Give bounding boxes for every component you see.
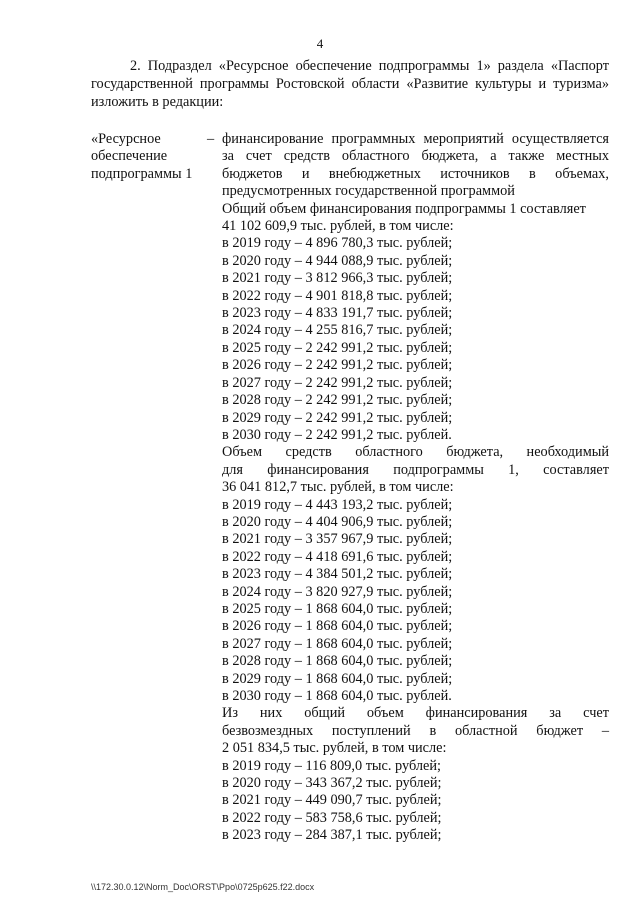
year-amount-line: в 2023 году – 4 384 501,2 тыс. рублей; [222, 566, 453, 583]
regional-budget-list [222, 497, 609, 706]
gratuitous-receipts-list [222, 758, 609, 845]
total-funding-list [222, 235, 609, 444]
year-amount-line: в 2021 году – 449 090,7 тыс. рублей; [222, 792, 442, 809]
year-amount-line: в 2022 году – 4 901 818,8 тыс. рублей; [222, 287, 453, 304]
year-amount-line: в 2022 году – 4 418 691,6 тыс. рублей; [222, 548, 453, 565]
year-amount-line: в 2026 году – 2 242 991,2 тыс. рублей; [222, 357, 453, 374]
year-amount-line: в 2026 году – 1 868 604,0 тыс. рублей; [222, 618, 453, 635]
year-amount-line: в 2024 году – 4 255 816,7 тыс. рублей; [222, 322, 453, 339]
page-number: 4 [316, 36, 324, 51]
gratuitous-receipts-intro-line: безвозмездных поступлений в областной бюджет – [222, 722, 609, 739]
year-amount-line: в 2029 году – 1 868 604,0 тыс. рублей; [222, 670, 453, 687]
year-amount-line: в 2025 году – 1 868 604,0 тыс. рублей; [222, 600, 453, 617]
year-amount-line: в 2028 году – 1 868 604,0 тыс. рублей; [222, 653, 453, 670]
intro-paragraph [91, 58, 609, 111]
total-funding-intro: Общий объем финансирования подпрограммы 1 составляет [222, 200, 586, 217]
year-amount-line: в 2023 году – 4 833 191,7 тыс. рублей; [222, 305, 453, 322]
gratuitous-receipts-intro-line: Из них общий объем финансирования за счет [222, 705, 609, 722]
year-amount-line: в 2030 году – 2 242 991,2 тыс. рублей. [222, 426, 452, 443]
document-path-footer: \\172.30.0.12\Norm_Doc\ORST\Ppo\0725p625.f22.docx [91, 882, 315, 892]
section-content [222, 131, 609, 845]
year-amount-line: в 2027 году – 2 242 991,2 тыс. рублей; [222, 374, 453, 391]
year-amount-line: в 2020 году – 4 944 088,9 тыс. рублей; [222, 252, 453, 269]
regional-budget-intro-line: Объем средств областного бюджета, необходимый [222, 444, 609, 461]
year-amount-line: в 2020 году – 4 404 906,9 тыс. рублей; [222, 513, 453, 530]
gratuitous-receipts-amount: 2 051 834,5 тыс. рублей, в том числе: [222, 740, 447, 757]
year-amount-line: в 2019 году – 4 443 193,2 тыс. рублей; [222, 496, 453, 513]
year-amount-line: в 2019 году – 116 809,0 тыс. рублей; [222, 757, 441, 774]
regional-budget-amount: 36 041 812,7 тыс. рублей, в том числе: [222, 479, 454, 496]
year-amount-line: в 2023 году – 284 387,1 тыс. рублей; [222, 827, 442, 844]
year-amount-line: в 2030 году – 1 868 604,0 тыс. рублей. [222, 688, 452, 704]
regional-budget-intro-line: для финансирования подпрограммы 1, составляет [222, 461, 609, 478]
section-label-line: обеспечение [91, 148, 168, 165]
section-label [91, 131, 217, 183]
year-amount-line: в 2025 году – 2 242 991,2 тыс. рублей; [222, 339, 453, 356]
section-label-line: подпрограммы 1 [91, 165, 193, 182]
year-amount-line: в 2021 году – 3 357 967,9 тыс. рублей; [222, 531, 453, 548]
year-amount-line: в 2024 году – 3 820 927,9 тыс. рублей; [222, 583, 453, 600]
total-funding-amount: 41 102 609,9 тыс. рублей, в том числе: [222, 218, 454, 235]
intro-text: 2. Подраздел «Ресурсное обеспечение подпрограммы 1» раздела «Паспорт государственной программы Ростовской области «Развитие культуры и туризма» изложить в редакции: [91, 58, 609, 110]
year-amount-line: в 2028 году – 2 242 991,2 тыс. рублей; [222, 392, 453, 409]
year-amount-line: в 2021 году – 3 812 966,3 тыс. рублей; [222, 270, 453, 287]
year-amount-line: в 2029 году – 2 242 991,2 тыс. рублей; [222, 409, 453, 426]
financing-description: финансирование программных мероприятий осуществляется за счет средств областного бюджета, а также местных бюджетов и внебюджетных источников в объемах, предусмотренных государственной программой [222, 131, 609, 200]
year-amount-line: в 2022 году – 583 758,6 тыс. рублей; [222, 809, 442, 826]
year-amount-line: в 2020 году – 343 367,2 тыс. рублей; [222, 775, 442, 792]
section-label-line: «Ресурсное [91, 131, 161, 147]
label-dash: – [207, 131, 215, 147]
year-amount-line: в 2027 году – 1 868 604,0 тыс. рублей; [222, 635, 453, 652]
year-amount-line: в 2019 году – 4 896 780,3 тыс. рублей; [222, 235, 453, 252]
